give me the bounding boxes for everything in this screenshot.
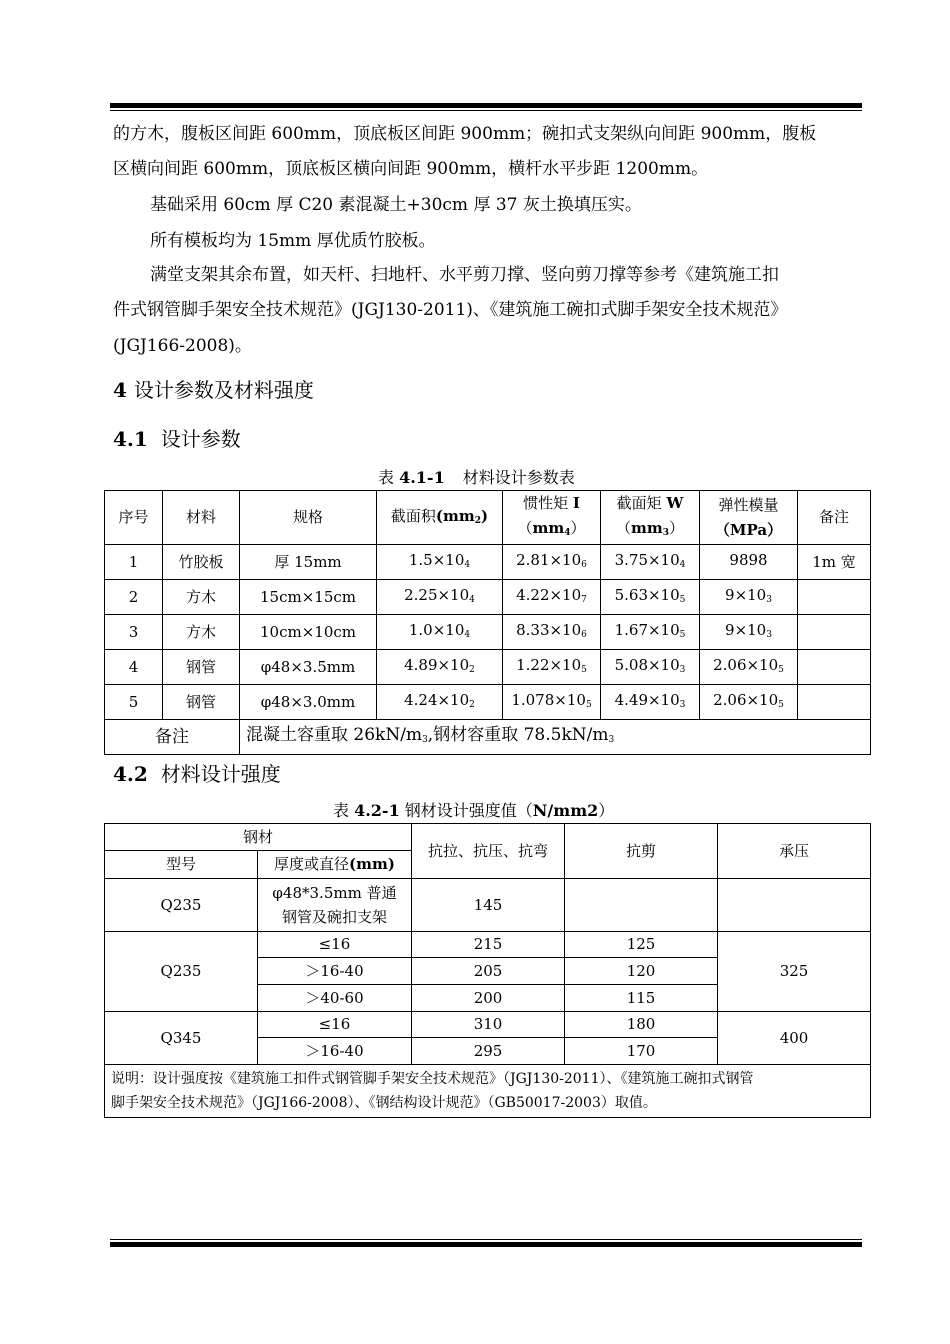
cell-tension: 205 [412, 958, 565, 985]
cell-remark [798, 615, 871, 650]
cell-inertia-mantissa: 1.22×10 [516, 656, 582, 674]
cell-area-exponent: 2 [469, 665, 475, 675]
cell-thickness: ＞16-40 [258, 958, 412, 985]
table-caption [333, 798, 614, 821]
heading-number: 4 [113, 378, 127, 402]
header-inertia-symbol: I [572, 494, 580, 512]
cell-section-modulus-exponent: 5 [679, 630, 686, 640]
cell-thickness: ≤16 [258, 932, 412, 958]
header-seq: 序号 [105, 491, 163, 545]
cell-inertia [503, 615, 601, 650]
cell-spec: 15cm×15cm [240, 580, 377, 615]
header-inertia [503, 491, 601, 545]
cell-seq: 2 [105, 580, 163, 615]
heading-text: 设计参数及材料强度 [133, 378, 314, 402]
cell-section-modulus [601, 545, 700, 580]
footer-note [240, 720, 871, 755]
cell-shear [565, 879, 718, 932]
cell-elastic-modulus-mantissa: 9898 [729, 551, 768, 569]
cell-inertia [503, 650, 601, 685]
cell-elastic-modulus-exponent: 3 [766, 630, 772, 640]
cell-area-mantissa: 4.24×10 [404, 691, 470, 709]
cell-section-modulus-exponent: 5 [679, 595, 686, 605]
cell-shear: 125 [565, 932, 718, 958]
cell-elastic-modulus [700, 545, 798, 580]
cell-section-modulus [601, 650, 700, 685]
header-area [377, 491, 503, 545]
cell-remark [798, 650, 871, 685]
cell-shear: 170 [565, 1038, 718, 1065]
cell-elastic-modulus-mantissa: 2.06×10 [713, 691, 779, 709]
cell-section-modulus-mantissa: 5.63×10 [614, 586, 680, 604]
cell-elastic-modulus [700, 685, 798, 720]
table-note [105, 1065, 871, 1118]
cell-inertia [503, 685, 601, 720]
cell-material: 钢管 [163, 650, 240, 685]
heading-section-4-2 [113, 758, 281, 787]
header-inertia-unit: mm [532, 519, 565, 537]
header-spec: 规格 [240, 491, 377, 545]
cell-inertia-exponent: 5 [585, 700, 592, 710]
paragraph-line: 区横向间距 600mm，顶底板区横向间距 900mm，横杆水平步距 1200mm。 [113, 159, 709, 179]
header-modulus-label: 截面矩 [616, 494, 667, 512]
cell-area [377, 650, 503, 685]
cell-shear: 120 [565, 958, 718, 985]
footer-label: 备注 [105, 720, 240, 755]
cell-section-modulus-mantissa: 3.75×10 [614, 551, 680, 569]
header-modulus-open: （ [615, 519, 631, 537]
cell-inertia-mantissa: 1.078×10 [511, 691, 586, 709]
cell-section-modulus-exponent: 4 [679, 560, 686, 570]
header-elastic-label: 弹性模量 [718, 495, 779, 514]
cell-tension: 145 [412, 879, 565, 932]
cell-thickness [258, 879, 412, 932]
header-modulus-exp: 3 [662, 528, 669, 538]
cell-area [377, 545, 503, 580]
cell-tension: 200 [412, 985, 565, 1012]
caption-unit: N/mm2 [532, 801, 599, 820]
header-thickness-label: 厚度或直径 [274, 855, 350, 873]
table-row [105, 650, 871, 685]
cell-area [377, 580, 503, 615]
cell-elastic-modulus [700, 650, 798, 685]
cell-section-modulus-mantissa: 4.49×10 [614, 691, 680, 709]
cell-material: 方木 [163, 580, 240, 615]
note-line1: 说明：设计强度按《建筑施工扣件式钢管脚手架安全技术规范》（JGJ130-2011）、《建筑施工碗扣式钢管 [111, 1071, 754, 1087]
cell-material: 竹胶板 [163, 545, 240, 580]
cell-spec: 厚 15mm [240, 545, 377, 580]
paragraph-foundation: 基础采用 60cm 厚 C20 素混凝土+30cm 厚 37 灰土换填压实。 [150, 195, 642, 215]
cell-shear: 180 [565, 1012, 718, 1038]
cell-elastic-modulus-mantissa: 2.06×10 [713, 656, 779, 674]
header-rule-thin [110, 110, 862, 111]
cell-remark [798, 580, 871, 615]
cell-area-exponent: 4 [464, 560, 471, 570]
header-inertia-open: （ [517, 519, 533, 537]
cell-area-mantissa: 1.0×10 [408, 621, 465, 639]
table-caption [378, 465, 575, 488]
cell-shear: 115 [565, 985, 718, 1012]
paragraph-line: 的方木，腹板区间距 600mm，顶底板区间距 900mm；碗扣式支架纵向间距 900mm，腹板 [113, 124, 817, 144]
heading-section-4-1 [113, 423, 241, 452]
cell-inertia-mantissa: 8.33×10 [516, 621, 582, 639]
cell-remark [798, 685, 871, 720]
header-thickness [258, 851, 412, 879]
table-row [105, 879, 871, 932]
footer-rule-thick [110, 1242, 862, 1247]
cell-area-exponent: 2 [469, 700, 475, 710]
header-inertia-exp: 4 [564, 528, 571, 538]
cell-inertia-exponent: 6 [581, 630, 587, 640]
cell-elastic-modulus [700, 580, 798, 615]
cell-area-exponent: 4 [469, 595, 475, 605]
cell-material: 钢管 [163, 685, 240, 720]
footer-exp-a: 3 [422, 735, 428, 745]
header-elastic-modulus [700, 491, 798, 545]
caption-text: 钢材设计强度值（ [399, 801, 533, 820]
cell-bearing: 400 [718, 1012, 871, 1065]
table-footer-row [105, 720, 871, 755]
cell-material: 方木 [163, 615, 240, 650]
header-thickness-unit: (mm) [349, 855, 395, 873]
footer-rule-thin [110, 1239, 862, 1240]
header-bearing: 承压 [718, 824, 871, 879]
cell-area-mantissa: 4.89×10 [404, 656, 470, 674]
steel-strength-table [104, 823, 871, 1118]
paragraph-line: 件式钢管脚手架安全技术规范》(JGJ130-2011)、《建筑施工碗扣式脚手架安全技术规范》 [113, 300, 788, 320]
cell-area-mantissa: 1.5×10 [408, 551, 465, 569]
cell-grade: Q235 [105, 879, 258, 932]
cell-tension: 215 [412, 932, 565, 958]
cell-elastic-modulus-mantissa: 9×10 [725, 621, 767, 639]
cell-remark: 1m 宽 [798, 545, 871, 580]
cell-tension: 295 [412, 1038, 565, 1065]
header-tension: 抗拉、抗压、抗弯 [412, 824, 565, 879]
cell-inertia [503, 545, 601, 580]
cell-elastic-modulus-exponent: 5 [778, 700, 784, 710]
header-section-modulus [601, 491, 700, 545]
caption-prefix: 表 [378, 468, 400, 487]
cell-grade: Q345 [105, 1012, 258, 1065]
cell-area-exponent: 4 [464, 630, 471, 640]
cell-spec: 10cm×10cm [240, 615, 377, 650]
cell-thickness-line2: 钢管及碗扣支架 [282, 908, 388, 926]
header-inertia-close: ） [570, 519, 586, 537]
caption-number: 4.1-1 [399, 468, 445, 487]
cell-thickness: ＞40-60 [258, 985, 412, 1012]
cell-elastic-modulus-exponent: 3 [766, 595, 772, 605]
footer-exp-b: 3 [608, 735, 615, 745]
header-remark: 备注 [798, 491, 871, 545]
header-area-close: ) [481, 506, 489, 525]
cell-bearing: 325 [718, 932, 871, 1012]
cell-inertia-exponent: 5 [581, 665, 587, 675]
cell-section-modulus [601, 685, 700, 720]
cell-section-modulus [601, 615, 700, 650]
table-row [105, 685, 871, 720]
paragraph-line: (JGJ166-2008)。 [113, 336, 252, 356]
table-row [105, 932, 871, 958]
cell-area [377, 615, 503, 650]
cell-elastic-modulus-mantissa: 9×10 [725, 586, 767, 604]
caption-prefix: 表 [333, 801, 355, 820]
caption-text: 材料设计参数表 [462, 468, 575, 487]
cell-section-modulus-mantissa: 5.08×10 [614, 656, 680, 674]
note-line2: 脚手架安全技术规范》（JGJ166-2008）、《钢结构设计规范》（GB50017-2003）取值。 [111, 1095, 657, 1111]
caption-number: 4.2-1 [354, 801, 400, 820]
cell-section-modulus-exponent: 3 [679, 700, 686, 710]
cell-thickness: ≤16 [258, 1012, 412, 1038]
cell-seq: 5 [105, 685, 163, 720]
footer-text-b: ,钢材容重取 78.5kN/m [427, 725, 609, 745]
cell-thickness: ＞16-40 [258, 1038, 412, 1065]
paragraph-formwork: 所有模板均为 15mm 厚优质竹胶板。 [150, 231, 436, 251]
header-material: 材料 [163, 491, 240, 545]
cell-section-modulus-exponent: 3 [679, 665, 686, 675]
cell-seq: 3 [105, 615, 163, 650]
header-modulus-symbol: W [666, 494, 684, 512]
header-steel: 钢材 [105, 824, 412, 851]
cell-bearing [718, 879, 871, 932]
cell-section-modulus-mantissa: 1.67×10 [614, 621, 680, 639]
cell-area [377, 685, 503, 720]
cell-inertia-mantissa: 4.22×10 [516, 586, 582, 604]
table-row [105, 545, 871, 580]
material-parameter-table [104, 490, 871, 755]
footer-text-a: 混凝土容重取 26kN/m [246, 725, 423, 745]
header-grade: 型号 [105, 851, 258, 879]
cell-tension: 310 [412, 1012, 565, 1038]
heading-text: 设计参数 [160, 427, 241, 451]
heading-number: 4.2 [113, 762, 148, 786]
header-modulus-unit: mm [630, 519, 663, 537]
cell-seq: 1 [105, 545, 163, 580]
cell-spec: φ48×3.5mm [240, 650, 377, 685]
header-modulus-close: ） [669, 519, 685, 537]
cell-inertia-mantissa: 2.81×10 [516, 551, 582, 569]
table-row [105, 580, 871, 615]
cell-inertia-exponent: 6 [581, 560, 587, 570]
table-row [105, 1012, 871, 1038]
cell-elastic-modulus-exponent: 5 [778, 665, 784, 675]
table-note-row [105, 1065, 871, 1118]
header-rule-thick [110, 103, 862, 108]
cell-thickness-line1: φ48*3.5mm 普通 [272, 884, 397, 902]
header-area-exp: 2 [474, 515, 481, 526]
heading-text: 材料设计强度 [160, 762, 281, 786]
caption-close: ） [598, 801, 615, 820]
paragraph-line: 满堂支架其余布置，如天杆、扫地杆、水平剪刀撑、竖向剪刀撑等参考《建筑施工扣 [150, 265, 779, 285]
table-header-row [105, 491, 871, 545]
header-area-label: 截面积 [390, 506, 436, 525]
cell-elastic-modulus [700, 615, 798, 650]
cell-section-modulus [601, 580, 700, 615]
heading-section-4 [113, 374, 314, 403]
table-row [105, 615, 871, 650]
header-elastic-unit: （MPa） [714, 520, 783, 539]
cell-inertia-exponent: 7 [581, 595, 587, 605]
cell-grade: Q235 [105, 932, 258, 1012]
table-header-row [105, 824, 871, 851]
header-area-unit: (mm [435, 506, 475, 525]
cell-spec: φ48×3.0mm [240, 685, 377, 720]
cell-area-mantissa: 2.25×10 [404, 586, 470, 604]
cell-seq: 4 [105, 650, 163, 685]
cell-inertia [503, 580, 601, 615]
heading-number: 4.1 [113, 427, 148, 451]
header-inertia-label: 惯性矩 [523, 494, 573, 512]
header-shear: 抗剪 [565, 824, 718, 879]
